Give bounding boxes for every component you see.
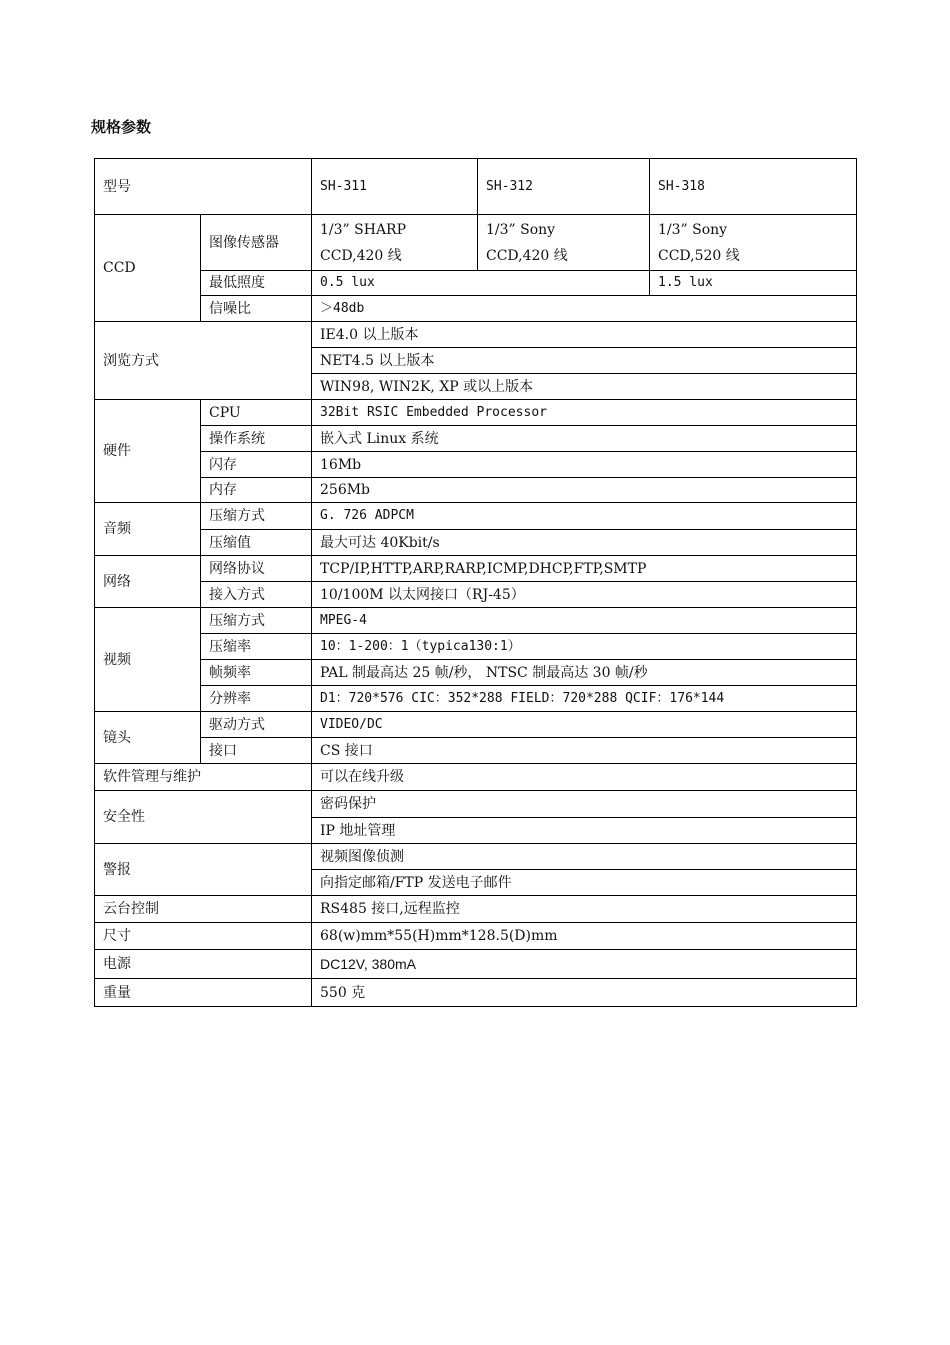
audio-group-label: 音频: [95, 503, 201, 556]
video-group-label: 视频: [95, 608, 201, 712]
video-resolution-value: D1：720*576 CIC：352*288 FIELD：720*288 QCIF：176*144: [312, 686, 857, 712]
sensor-sh311-line1: 1/3” SHARP: [320, 221, 407, 238]
lens-drive-label: 驱动方式: [201, 712, 312, 738]
sensor-sh312: [478, 215, 650, 271]
table-row-flash: [95, 452, 857, 478]
security-group-label: 安全性: [95, 791, 312, 844]
lux-value-b: 1.5 lux: [650, 271, 857, 296]
ptz-label: 云台控制: [95, 896, 312, 923]
sensor-sh311: [312, 215, 478, 271]
alarm-group-label: 警报: [95, 844, 312, 896]
software-label: 软件管理与维护: [95, 764, 312, 791]
weight-value: 550 克: [312, 979, 857, 1007]
sensor-sh318-line1: 1/3” Sony: [658, 221, 728, 238]
snr-value: ＞48db: [312, 296, 857, 322]
table-row-video-resolution: [95, 686, 857, 712]
audio-codec-label: 压缩方式: [201, 503, 312, 530]
lens-mount-label: 接口: [201, 738, 312, 764]
table-row-net-protocol: [95, 556, 857, 582]
table-row-audio-codec: [95, 503, 857, 530]
table-row-lens-mount: [95, 738, 857, 764]
table-row-model: [95, 159, 857, 215]
table-row-cpu: [95, 400, 857, 426]
video-codec-value: MPEG-4: [312, 608, 857, 634]
memory-label: 内存: [201, 478, 312, 503]
security-item: 密码保护: [312, 791, 857, 818]
cpu-label: CPU: [201, 400, 312, 426]
table-row-lens-drive: [95, 712, 857, 738]
sensor-sh318-line2: CCD,520 线: [658, 247, 740, 264]
power-value: DC12V, 380mA: [312, 950, 857, 979]
table-row-video-fps: [95, 660, 857, 686]
lens-drive-value: VIDEO/DC: [312, 712, 857, 738]
table-row-net-access: [95, 582, 857, 608]
table-row-alarm-1: [95, 844, 857, 870]
security-item: IP 地址管理: [312, 818, 857, 844]
size-label: 尺寸: [95, 923, 312, 950]
audio-codec-value: G. 726 ADPCM: [312, 503, 857, 530]
ptz-value: RS485 接口,远程监控: [312, 896, 857, 923]
table-row-browse-1: [95, 322, 857, 348]
browse-item: WIN98, WIN2K, XP 或以上版本: [312, 374, 857, 400]
table-row-memory: [95, 478, 857, 503]
os-label: 操作系统: [201, 426, 312, 452]
alarm-item: 视频图像侦测: [312, 844, 857, 870]
lux-value-a: 0.5 lux: [312, 271, 650, 296]
video-ratio-value: 10：1-200：1（typica130:1）: [312, 634, 857, 660]
snr-label: 信噪比: [201, 296, 312, 322]
page-title: 规格参数: [91, 118, 152, 136]
flash-label: 闪存: [201, 452, 312, 478]
net-protocol-label: 网络协议: [201, 556, 312, 582]
video-fps-label: 帧频率: [201, 660, 312, 686]
sensor-sh318: [650, 215, 857, 271]
sensor-sh312-line1: 1/3” Sony: [486, 221, 556, 238]
model-label: 型号: [95, 159, 312, 215]
video-fps-value: PAL 制最高达 25 帧/秒， NTSC 制最高达 30 帧/秒: [312, 660, 857, 686]
table-row-snr: [95, 296, 857, 322]
table-row-video-codec: [95, 608, 857, 634]
lux-label: 最低照度: [201, 271, 312, 296]
table-row-size: [95, 923, 857, 950]
power-label: 电源: [95, 950, 312, 979]
alarm-item: 向指定邮箱/FTP 发送电子邮件: [312, 870, 857, 896]
video-ratio-label: 压缩率: [201, 634, 312, 660]
table-row-audio-rate: [95, 530, 857, 556]
spec-table: [94, 158, 857, 1007]
net-access-label: 接入方式: [201, 582, 312, 608]
table-row-lux: [95, 271, 857, 296]
browse-item: IE4.0 以上版本: [312, 322, 857, 348]
table-row-power: [95, 950, 857, 979]
browse-item: NET4.5 以上版本: [312, 348, 857, 374]
weight-label: 重量: [95, 979, 312, 1007]
sensor-label: 图像传感器: [201, 215, 312, 271]
lens-group-label: 镜头: [95, 712, 201, 764]
ccd-group-label: CCD: [95, 215, 201, 322]
table-row-sensor: [95, 215, 857, 271]
table-row-ptz: [95, 896, 857, 923]
os-value: 嵌入式 Linux 系统: [312, 426, 857, 452]
net-protocol-value: TCP/IP,HTTP,ARP,RARP,ICMP,DHCP,FTP,SMTP: [312, 556, 857, 582]
net-access-value: 10/100M 以太网接口（RJ-45）: [312, 582, 857, 608]
network-group-label: 网络: [95, 556, 201, 608]
table-row-os: [95, 426, 857, 452]
table-row-video-ratio: [95, 634, 857, 660]
audio-rate-value: 最大可达 40Kbit/s: [312, 530, 857, 556]
audio-rate-label: 压缩值: [201, 530, 312, 556]
hardware-group-label: 硬件: [95, 400, 201, 503]
sensor-sh312-line2: CCD,420 线: [486, 247, 568, 264]
model-sh312: SH-312: [478, 159, 650, 215]
model-sh311: SH-311: [312, 159, 478, 215]
table-row-security-1: [95, 791, 857, 818]
software-value: 可以在线升级: [312, 764, 857, 791]
flash-value: 16Mb: [312, 452, 857, 478]
browse-group-label: 浏览方式: [95, 322, 312, 400]
sensor-sh311-line2: CCD,420 线: [320, 247, 402, 264]
table-row-weight: [95, 979, 857, 1007]
memory-value: 256Mb: [312, 478, 857, 503]
table-row-software: [95, 764, 857, 791]
lens-mount-value: CS 接口: [312, 738, 857, 764]
video-resolution-label: 分辨率: [201, 686, 312, 712]
video-codec-label: 压缩方式: [201, 608, 312, 634]
model-sh318: SH-318: [650, 159, 857, 215]
size-value: 68(w)mm*55(H)mm*128.5(D)mm: [312, 923, 857, 950]
cpu-value: 32Bit RSIC Embedded Processor: [312, 400, 857, 426]
